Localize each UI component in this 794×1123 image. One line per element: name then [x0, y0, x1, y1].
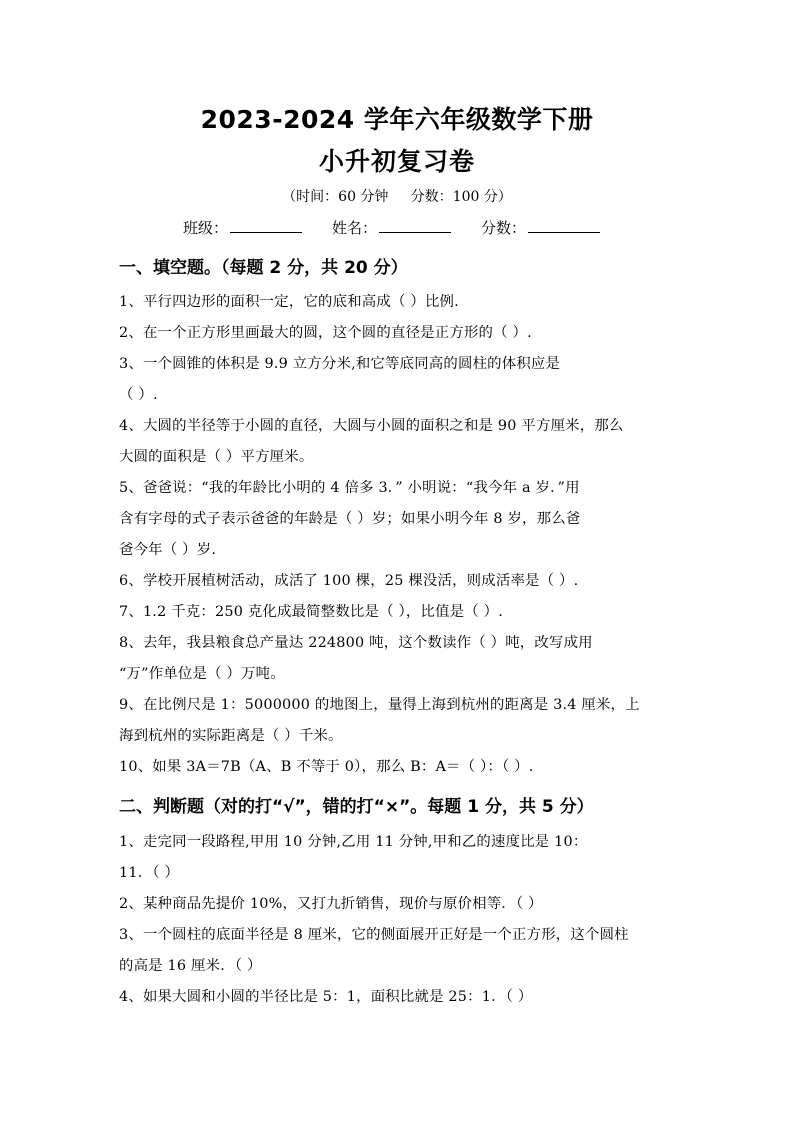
- section2-line: 4、如果大圆和小圆的半径比是 5：1，面积比就是 25：1．（ ）: [119, 989, 533, 1005]
- student-info-row: [183, 217, 630, 238]
- exam-subtitle: 小升初复习卷: [318, 147, 475, 176]
- section1-line: 4、大圆的半径等于小圆的直径，大圆与小圆的面积之和是 90 平方厘米，那么: [119, 418, 624, 434]
- time-score-info: （时间：60 分钟 分数：100 分）: [282, 189, 512, 205]
- section1-line: 3、一个圆锥的体积是 9.9 立方分米,和它等底同高的圆柱的体积应是: [119, 356, 561, 372]
- section1-heading: 一、填空题。（每题 2 分，共 20 分）: [119, 258, 408, 278]
- section2-heading: 二、判断题（对的打“√”，错的打“×”。每题 1 分，共 5 分）: [119, 797, 594, 817]
- score-label: 分数：: [481, 219, 527, 237]
- section1-line: 9、在比例尺是 1：5000000 的地图上，量得上海到杭州的距离是 3.4 厘米，上: [119, 697, 640, 713]
- section1-line: 大圆的面积是（ ）平方厘米。: [119, 449, 314, 465]
- class-field: [183, 217, 302, 238]
- section1-line: 7、1.2 千克：250 克化成最简整数比是（ ），比值是（ ）.: [119, 604, 503, 620]
- section2-line: 11．（ ）: [119, 865, 180, 881]
- section1-line: 1、平行四边形的面积一定，它的底和高成（ ）比例.: [119, 294, 459, 310]
- section1-line: 6、学校开展植树活动，成活了 100 棵，25 棵没活，则成活率是（ ）.: [119, 573, 579, 589]
- section2-line: 2、某种商品先提价 10%，又打九折销售，现价与原价相等．（ ）: [119, 896, 543, 912]
- section1-line: 5、爸爸说：“我的年龄比小明的 4 倍多 3．” 小明说：“我今年 a 岁．”用: [119, 480, 580, 496]
- name-label: 姓名：: [332, 219, 378, 237]
- class-blank[interactable]: [230, 218, 302, 233]
- exam-title: 2023-2024 学年六年级数学下册: [200, 105, 594, 134]
- section1-line: 10、如果 3A＝7B（A、B 不等于 0），那么 B：A＝（ ）：（ ）.: [119, 759, 534, 775]
- section1-line: 2、在一个正方形里画最大的圆，这个圆的直径是正方形的（ ）.: [119, 325, 532, 341]
- name-field: [332, 217, 451, 238]
- section2-line: 3、一个圆柱的底面半径是 8 厘米，它的侧面展开正好是一个正方形，这个圆柱: [119, 927, 629, 943]
- section1-line: 爸今年（ ）岁.: [119, 542, 217, 558]
- score-field: [481, 217, 600, 238]
- section1-line: 含有字母的式子表示爸爸的年龄是（ ）岁；如果小明今年 8 岁，那么爸: [119, 511, 581, 527]
- section2-line: 1、走完同一段路程,甲用 10 分钟,乙用 11 分钟,甲和乙的速度比是 10：: [119, 834, 588, 850]
- section1-line: 8、去年，我县粮食总产量达 224800 吨，这个数读作（ ）吨，改写成用: [119, 635, 593, 651]
- section2-line: 的高是 16 厘米．（ ）: [119, 958, 262, 974]
- name-blank[interactable]: [379, 218, 451, 233]
- section1-line: （ ）.: [119, 387, 158, 403]
- section1-line: “万”作单位是（ ）万吨。: [119, 666, 285, 682]
- section1-line: 海到杭州的实际距离是（ ）千米。: [119, 728, 343, 744]
- class-label: 班级：: [183, 219, 229, 237]
- score-blank[interactable]: [528, 218, 600, 233]
